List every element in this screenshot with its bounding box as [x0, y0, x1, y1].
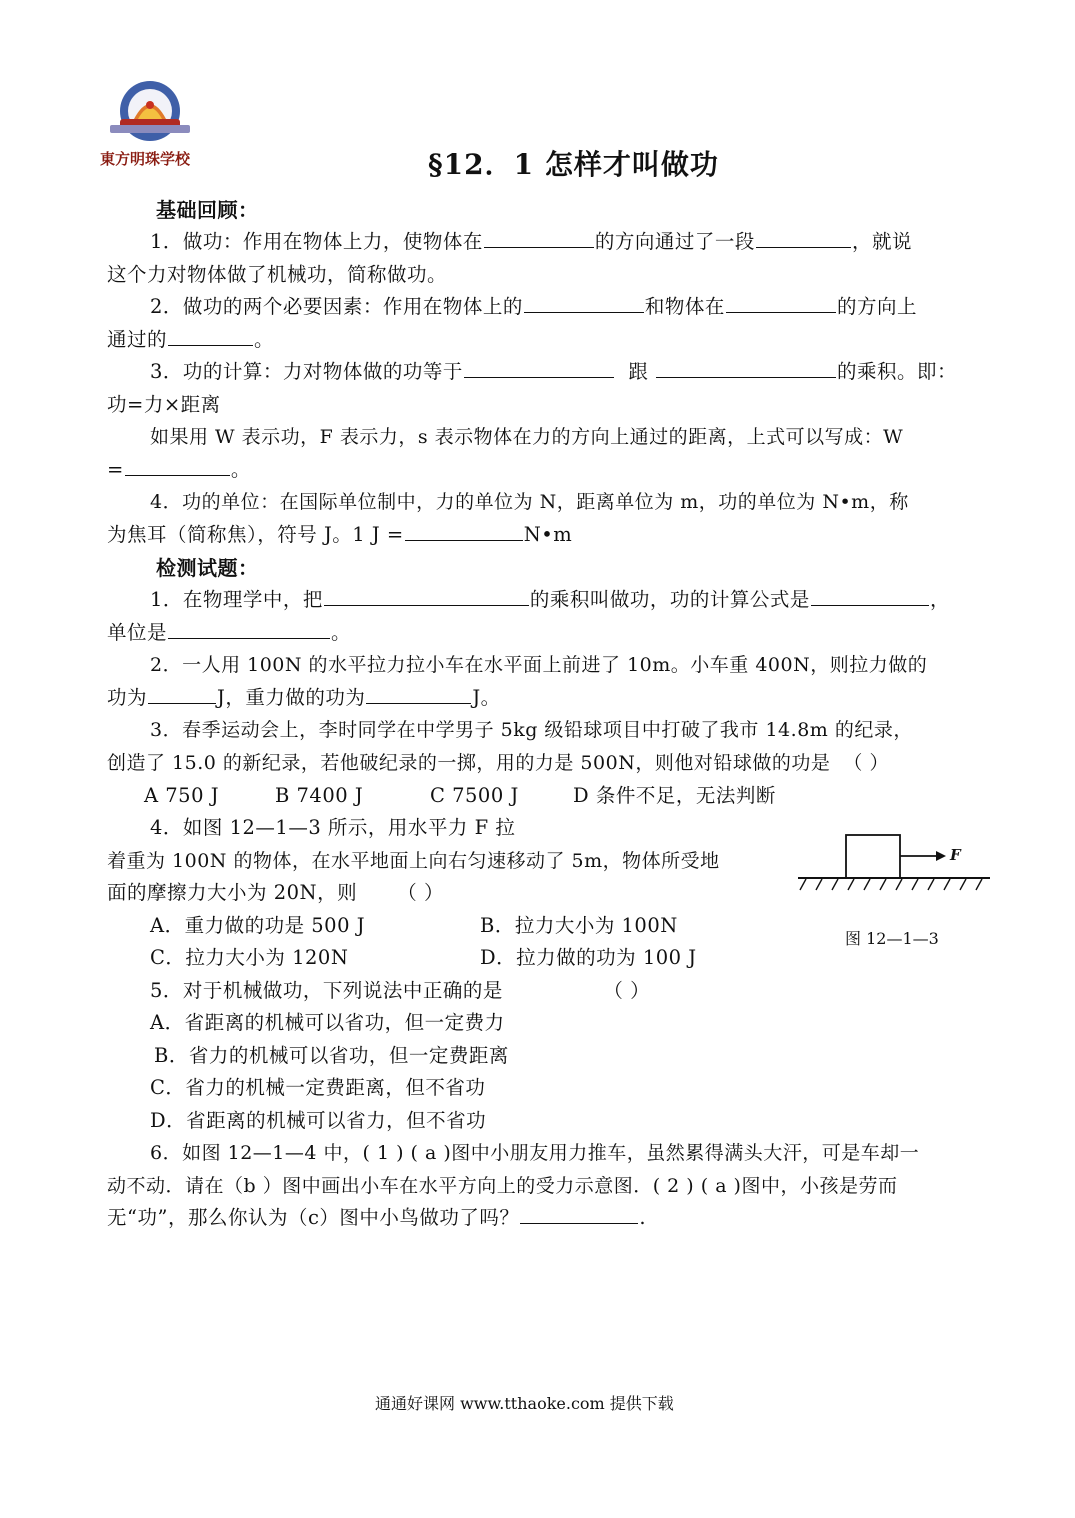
answer-blank[interactable]	[520, 1205, 638, 1224]
text: 。	[331, 621, 352, 644]
force-diagram	[798, 832, 993, 902]
text: =	[107, 458, 124, 481]
block-shape	[846, 835, 900, 878]
review-q1-line2: 这个力对物体做了机械功，简称做功。	[107, 263, 448, 286]
option-d: D．拉力做的功为 100 J	[480, 946, 697, 969]
text: 的乘积。即：	[837, 360, 958, 383]
text: J。	[472, 686, 501, 709]
text: .	[639, 1206, 647, 1229]
text: 1．做功：作用在物体上力，使物体在	[150, 230, 483, 253]
option-a: A．重力做的功是 500 J	[150, 914, 366, 937]
text: N•m	[523, 523, 573, 546]
answer-paren[interactable]: （ ）	[603, 979, 651, 1002]
force-label: F	[950, 846, 961, 864]
text: 跟	[628, 360, 649, 383]
figure-block-on-ground	[798, 832, 993, 906]
review-q3-line1	[150, 359, 957, 385]
text: 5．对于机械做功，下列说法中正确的是	[150, 979, 503, 1002]
review-q4-line1: 4．功的单位：在国际单位制中，力的单位为 N，距离单位为 m，功的单位为 N•m，称	[150, 491, 909, 513]
text: 面的摩擦力大小为 20N，则	[107, 881, 358, 904]
answer-blank[interactable]	[464, 359, 614, 378]
test-q3-line1: 3．春季运动会上，李时同学在中学男子 5kg 级铅球项目中打破了我市 14.8m 的纪录，	[150, 719, 913, 741]
answer-blank[interactable]	[324, 587, 529, 606]
option-c: C．拉力大小为 120N	[150, 946, 349, 969]
option-a: A．省距离的机械可以省功，但一定费力	[150, 1011, 505, 1034]
text: 的方向通过了一段	[594, 230, 755, 253]
arrow-head	[936, 851, 946, 861]
text: 为焦耳（简称焦），符号 J。1 J =	[107, 523, 404, 546]
text: 1．在物理学中，把	[150, 588, 323, 611]
text: ，就说	[851, 230, 912, 253]
text: 无“功”，那么你认为（c）图中小鸟做功了吗？	[107, 1206, 520, 1229]
answer-blank[interactable]	[811, 587, 929, 606]
logo-text: 東方明珠学校	[100, 150, 191, 168]
page-footer: 通通好课网 www.tthaoke.com 提供下载	[375, 1394, 674, 1413]
option-a: A 750 J	[144, 784, 220, 807]
review-q3-line2: 功=力×距离	[107, 393, 221, 416]
test-heading: 检测试题：	[156, 556, 259, 580]
answer-blank[interactable]	[656, 359, 836, 378]
text: 2．做功的两个必要因素：作用在物体上的	[150, 295, 523, 318]
text: 的乘积叫做功，功的计算公式是	[529, 588, 810, 611]
figure-caption: 图 12—1—3	[845, 929, 939, 948]
text: 的方向上	[836, 295, 917, 318]
test-q6-line1: 6．如图 12—1—4 中，( 1 ) ( a )图中小朋友用力推车，虽然累得满头大汗，可是车却一	[150, 1142, 920, 1164]
school-emblem-icon	[100, 75, 200, 150]
answer-blank[interactable]	[125, 457, 230, 476]
test-q6-line2: 动不动．请在（b ）图中画出小车在水平方向上的受力示意图．( 2 ) ( a )图中，小孩是劳而	[107, 1175, 898, 1197]
test-q1-line2	[107, 620, 351, 646]
test-q4-line1: 4．如图 12—1—3 所示，用水平力 F 拉	[150, 816, 516, 839]
page-title: §12．1 怎样才叫做功	[428, 148, 719, 181]
ground-hatching	[800, 879, 982, 890]
text: 创造了 15.0 的新纪录，若他破纪录的一掷，用的力是 500N，则他对铅球做的功是	[107, 752, 831, 774]
text: 功为	[107, 686, 148, 709]
answer-blank[interactable]	[168, 620, 330, 639]
test-q4-line3	[107, 880, 444, 906]
option-c: C 7500 J	[430, 784, 519, 807]
answer-blank[interactable]	[726, 294, 836, 313]
text: 。	[254, 328, 275, 351]
test-q3-line2	[107, 750, 889, 776]
answer-blank[interactable]	[484, 229, 594, 248]
test-q5-line1	[150, 978, 650, 1004]
review-q1-line1	[150, 229, 912, 255]
option-d: D．省距离的机械可以省力，但不省功	[150, 1109, 487, 1132]
review-q2-line1	[150, 294, 917, 320]
answer-paren[interactable]: （ ）	[397, 881, 444, 904]
option-d: D 条件不足，无法判断	[573, 784, 776, 807]
answer-blank[interactable]	[148, 685, 216, 704]
answer-blank[interactable]	[168, 327, 253, 346]
review-heading: 基础回顾：	[156, 198, 259, 222]
text: 单位是	[107, 621, 168, 644]
test-q2-line1: 2．一人用 100N 的水平拉力拉小车在水平面上前进了 10m。小车重 400N，则拉力做的	[150, 654, 928, 676]
text: ，	[929, 588, 950, 611]
text: 3．功的计算：力对物体做的功等于	[150, 360, 463, 383]
option-b: B 7400 J	[275, 784, 364, 807]
option-c: C．省力的机械一定费距离，但不省功	[150, 1076, 486, 1099]
answer-blank[interactable]	[524, 294, 644, 313]
review-q4-line2	[107, 522, 572, 548]
text: 。	[230, 458, 251, 481]
test-q4-line2: 着重为 100N 的物体，在水平地面上向右匀速移动了 5m，物体所受地	[107, 850, 720, 872]
option-b: B．拉力大小为 100N	[480, 914, 678, 937]
answer-blank[interactable]	[405, 522, 523, 541]
text: 通过的	[107, 328, 168, 351]
test-q2-line2	[107, 685, 501, 711]
review-q3-line3: 如果用 W 表示功，F 表示力，s 表示物体在力的方向上通过的距离，上式可以写成：W	[150, 426, 904, 448]
answer-paren[interactable]: （ ）	[843, 752, 889, 774]
option-b: B．省力的机械可以省功，但一定费距离	[154, 1044, 509, 1067]
text: J，重力做的功为	[217, 686, 366, 709]
text: 和物体在	[644, 295, 725, 318]
answer-blank[interactable]	[756, 229, 851, 248]
review-q3-line4	[107, 457, 251, 483]
test-q6-line3	[107, 1205, 646, 1231]
test-q1-line1	[150, 587, 950, 613]
review-q2-line2	[107, 327, 274, 353]
answer-blank[interactable]	[366, 685, 471, 704]
